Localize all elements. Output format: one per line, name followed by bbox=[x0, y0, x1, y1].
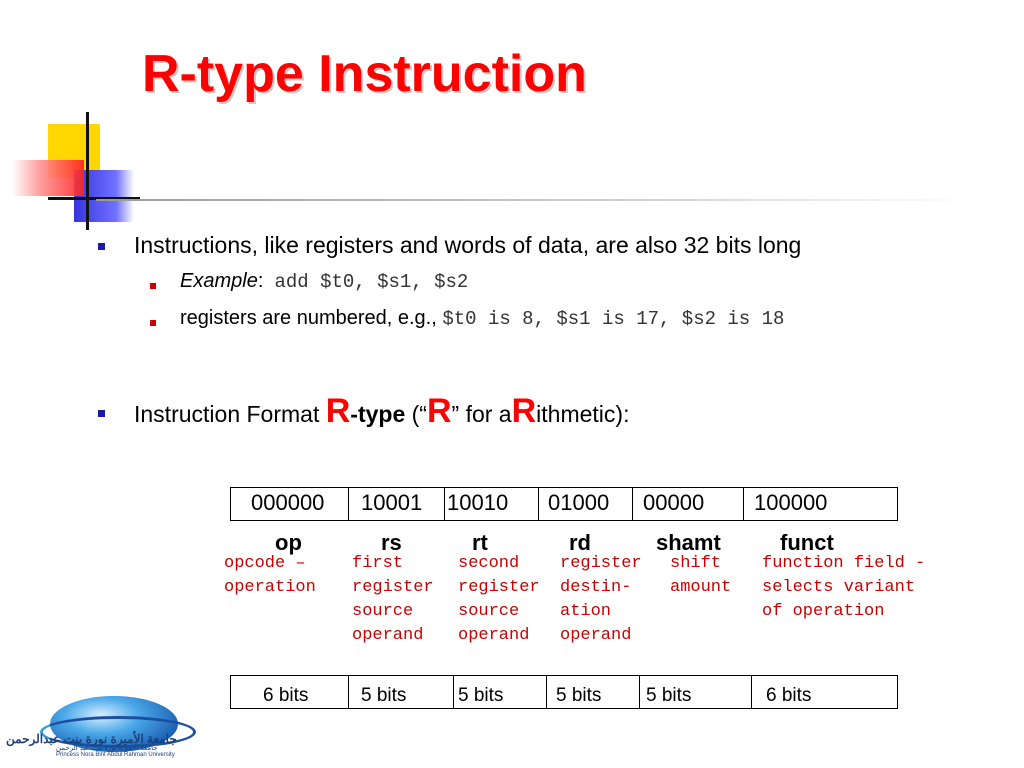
bullet-marker bbox=[98, 410, 105, 417]
format-big-r-3: R bbox=[511, 392, 537, 430]
field-name-op: op bbox=[275, 530, 302, 555]
sub-bullet-marker bbox=[150, 283, 156, 289]
field-desc-funct: function field - selects variant of operation bbox=[762, 554, 926, 621]
table-divider bbox=[546, 676, 547, 708]
registers-text: registers are numbered, e.g., bbox=[180, 307, 443, 329]
binary-funct: 100000 bbox=[754, 490, 828, 515]
field-desc-shamt: shift amount bbox=[670, 554, 732, 597]
sub-bullet-example bbox=[180, 270, 468, 293]
decorative-red-bar bbox=[12, 160, 84, 196]
example-code: add $t0, $s1, $s2 bbox=[274, 271, 469, 293]
example-colon: : bbox=[257, 270, 264, 292]
bits-op: 6 bits bbox=[263, 685, 309, 706]
title-underline-rule bbox=[96, 199, 976, 201]
binary-rd: 01000 bbox=[548, 490, 610, 515]
binary-op: 000000 bbox=[251, 490, 325, 515]
bits-rs: 5 bits bbox=[361, 685, 407, 706]
binary-rt: 10010 bbox=[447, 490, 509, 515]
sub-bullet-marker bbox=[150, 320, 156, 326]
table-divider bbox=[743, 488, 744, 520]
field-name-funct: funct bbox=[780, 530, 834, 555]
bits-rd: 5 bits bbox=[556, 685, 602, 706]
format-type: -type bbox=[350, 401, 406, 427]
bits-funct: 6 bits bbox=[766, 685, 812, 706]
table-divider bbox=[639, 676, 640, 708]
bullet-instructions-length: Instructions, like registers and words of data, are also 32 bits long bbox=[134, 232, 802, 258]
bullet-instruction-format bbox=[134, 392, 629, 431]
format-big-r-2: R bbox=[426, 392, 452, 430]
table-divider bbox=[444, 488, 445, 520]
bit-size-table bbox=[230, 675, 898, 709]
table-divider bbox=[348, 676, 349, 708]
registers-code: $t0 is 8, $s1 is 17, $s2 is 18 bbox=[442, 308, 785, 330]
field-desc-rt: second register source operand bbox=[458, 554, 540, 645]
logo-arabic-title: جامعة الأميرة نورة بنت عبدالرحمن bbox=[6, 732, 177, 746]
field-name-rd: rd bbox=[569, 530, 591, 555]
format-suffix: ithmetic): bbox=[536, 401, 630, 427]
sub-bullet-registers bbox=[180, 307, 784, 330]
bullet-marker bbox=[98, 243, 105, 250]
slide-title: R-type Instruction bbox=[142, 45, 587, 103]
bits-shamt: 5 bits bbox=[646, 685, 692, 706]
decorative-vertical-line bbox=[86, 112, 89, 230]
field-name-rs: rs bbox=[381, 530, 402, 555]
format-big-r: R bbox=[325, 392, 351, 430]
logo-english-name: Princess Nora Bint Abdul Rahman University bbox=[56, 752, 175, 758]
binary-field-table bbox=[230, 487, 898, 521]
table-divider bbox=[632, 488, 633, 520]
field-name-shamt: shamt bbox=[656, 530, 721, 555]
example-label: Example bbox=[180, 270, 258, 292]
logo-arabic-subtitle: جامعة الأميرة نورة بنت عبد الرحمن bbox=[56, 745, 158, 752]
binary-rs: 10001 bbox=[361, 490, 423, 515]
field-name-rt: rt bbox=[472, 530, 488, 555]
format-open: (“ bbox=[405, 401, 427, 427]
bits-rt: 5 bits bbox=[458, 685, 504, 706]
format-prefix: Instruction Format bbox=[134, 401, 326, 427]
field-desc-op: opcode – operation bbox=[224, 554, 316, 597]
binary-shamt: 00000 bbox=[643, 490, 705, 515]
table-divider bbox=[538, 488, 539, 520]
table-divider bbox=[348, 488, 349, 520]
field-desc-rs: first register source operand bbox=[352, 554, 434, 645]
format-mid: ” for a bbox=[451, 401, 512, 427]
field-desc-rd: register destin- ation operand bbox=[560, 554, 642, 645]
table-divider bbox=[453, 676, 454, 708]
table-divider bbox=[751, 676, 752, 708]
